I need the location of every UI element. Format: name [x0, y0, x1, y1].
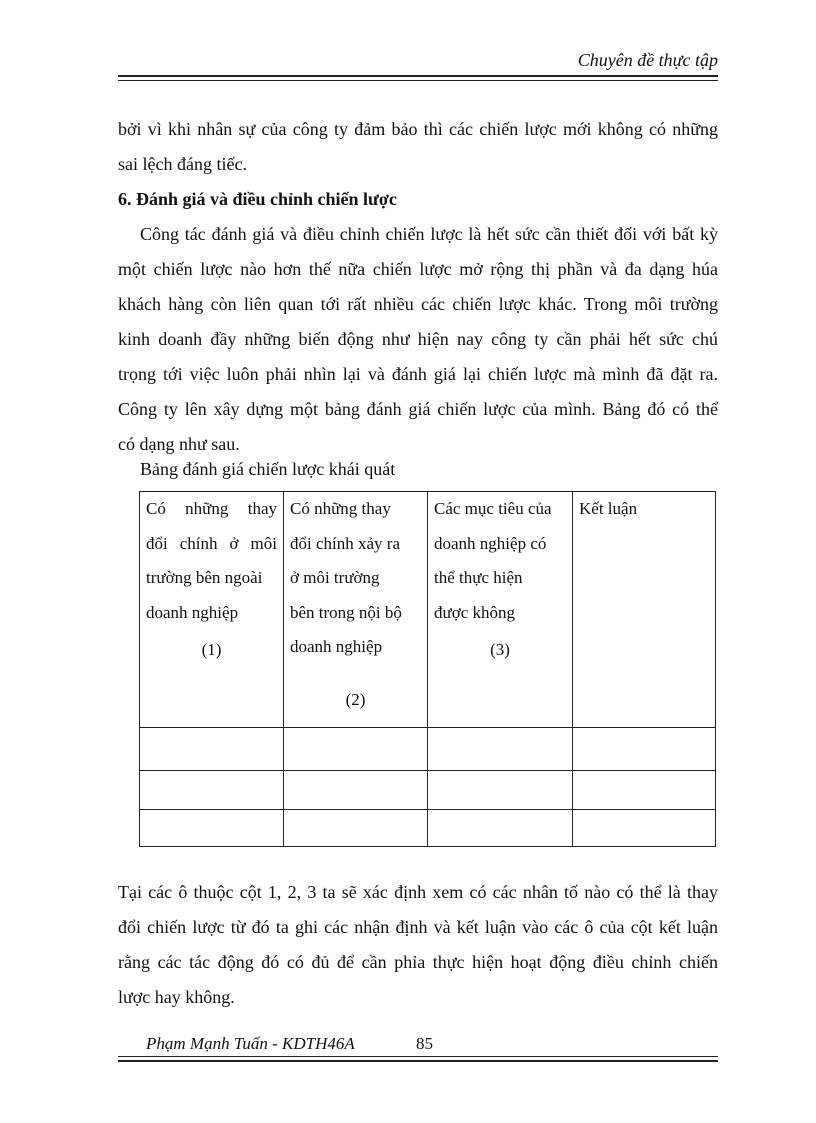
closing-line: lược hay không. — [118, 987, 235, 1007]
closing-line: đổi chiến lược từ đó ta ghi các nhận định và kết luận vào các ô của cột kết luận — [118, 917, 718, 937]
cell-line: thể thực hiện — [434, 568, 523, 587]
closing-line: Tại các ô thuộc cột 1, 2, 3 ta sẽ xác định xem có các nhân tố nào có thể là thay — [118, 882, 718, 902]
intro-line: sai lệch đáng tiếc. — [118, 154, 247, 174]
table-cell — [573, 810, 716, 847]
cell-line: bên trong nội bộ — [290, 602, 402, 622]
table-header-cell — [140, 492, 284, 728]
cell-line: Kết luận — [579, 499, 638, 518]
table-cell — [140, 771, 284, 810]
table-row — [140, 771, 716, 810]
table-cell — [284, 771, 428, 810]
paragraph-line: Công ty lên xây dựng một bảng đánh giá chiến lược của mình. Bảng đó có thể — [118, 399, 718, 419]
cell-line: doanh nghiệp — [146, 602, 239, 622]
table-cell — [284, 728, 428, 771]
evaluation-table — [139, 491, 716, 847]
paragraph-line: Công tác đánh giá và điều chỉnh chiến lược là hết sức cần thiết đối với bất kỳ — [140, 224, 718, 244]
main-paragraph — [118, 217, 718, 462]
column-number: (1) — [201, 640, 222, 659]
footer-rule-thin — [118, 1056, 718, 1057]
table-cell — [573, 771, 716, 810]
table-row — [140, 728, 716, 771]
cell-line: Có những thay — [146, 499, 277, 518]
closing-paragraph — [118, 875, 718, 1015]
header-rule-thick — [118, 75, 718, 77]
cell-line: Các mục tiêu của — [434, 499, 552, 518]
intro-line: bởi vì khi nhân sự của công ty đảm bảo thì các chiến lược mới không có những — [118, 119, 718, 139]
paragraph-line: khách hàng còn liên quan tới rất nhiều các chiến lược khác. Trong môi trường — [118, 294, 718, 314]
cell-line: được không — [434, 602, 515, 622]
table-caption: Bảng đánh giá chiến lược khái quát — [140, 459, 396, 479]
paragraph-line: một chiến lược nào hơn thế nữa chiến lược mở rộng thị phần và đa dạng húa — [118, 259, 718, 279]
cell-line: trường bên ngoài — [146, 568, 263, 587]
table-cell — [140, 728, 284, 771]
table-cell — [428, 771, 573, 810]
table-cell — [428, 810, 573, 847]
table-cell — [428, 728, 573, 771]
section-heading: 6. Đánh giá và điều chỉnh chiến lược — [118, 189, 397, 209]
table-header-cell — [428, 492, 573, 728]
table-row — [140, 810, 716, 847]
cell-line: Có những thay — [290, 499, 391, 518]
footer-author: Phạm Mạnh Tuấn - KDTH46A — [146, 1034, 355, 1053]
header-rule-thin — [118, 80, 718, 81]
cell-line: doanh nghiệp có — [434, 533, 547, 553]
table-cell — [573, 728, 716, 771]
footer-rule-thick — [118, 1060, 718, 1062]
closing-line: rằng các tác động đó có đủ để cần phỉa thực hiện hoạt động điều chỉnh chiến — [118, 952, 718, 972]
footer-page-number: 85 — [416, 1034, 433, 1053]
table-header-cell — [284, 492, 428, 728]
table-header-row — [140, 492, 716, 728]
table-cell — [140, 810, 284, 847]
cell-line: ở môi trường — [290, 568, 380, 587]
paragraph-line: có dạng như sau. — [118, 434, 240, 454]
intro-paragraph — [118, 112, 718, 217]
paragraph-line: trọng tới việc luôn phải nhìn lại và đánh giá lại chiến lược mà mình đã đặt ra. — [118, 364, 718, 384]
column-number: (3) — [490, 640, 510, 659]
cell-line: đổi chính ở môi — [146, 533, 277, 553]
cell-line: doanh nghiệp — [290, 637, 383, 656]
column-number: (2) — [345, 689, 366, 709]
header-title: Chuyên đề thực tập — [577, 50, 718, 70]
table-header-cell — [573, 492, 716, 728]
table-cell — [284, 810, 428, 847]
paragraph-line: kinh doanh đầy những biến động như hiện nay công ty cần phải hết sức chú — [118, 329, 718, 349]
cell-line: đổi chính xảy ra — [290, 533, 400, 553]
